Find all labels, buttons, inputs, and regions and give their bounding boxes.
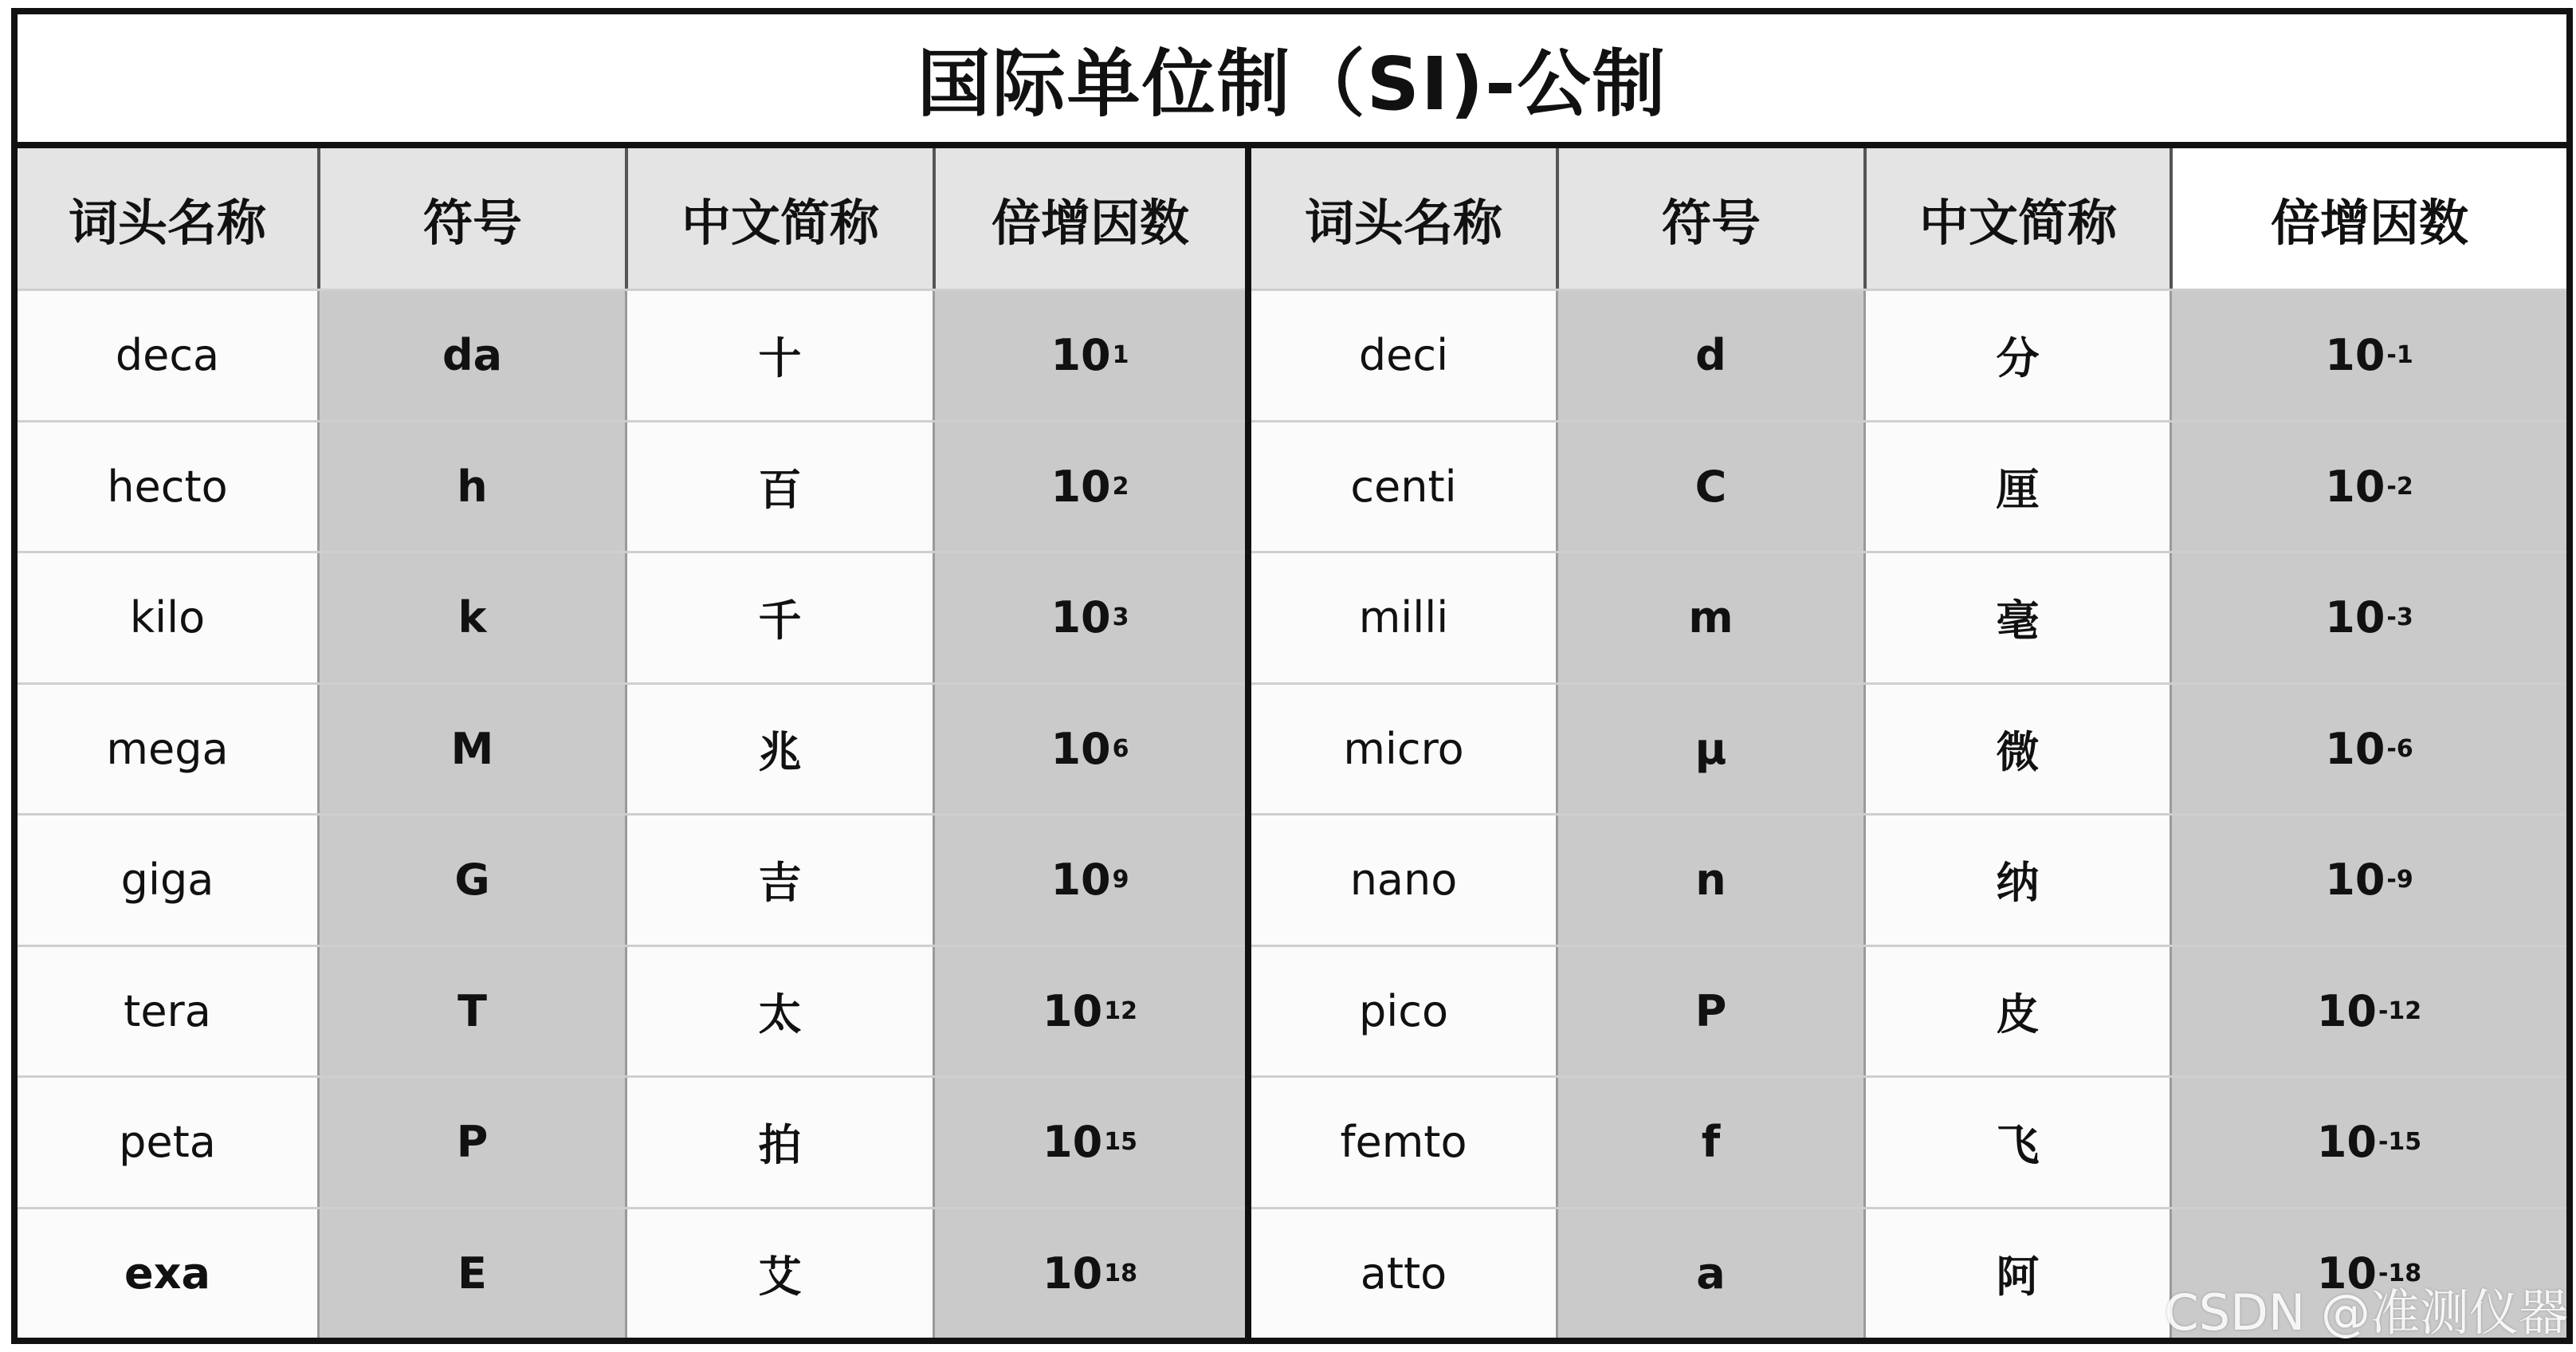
prefix-name: nano: [1251, 816, 1556, 945]
prefix-symbol: da: [317, 291, 625, 420]
left-table: [18, 148, 1245, 1338]
factor-exponent: -18: [2378, 1259, 2422, 1287]
factor-base: 10: [1050, 723, 1111, 774]
header-factor: 倍增因数: [2170, 148, 2566, 289]
factor-base: 10: [2325, 461, 2386, 512]
factor-exponent: 18: [1104, 1259, 1137, 1287]
factor-exponent: 12: [1104, 996, 1137, 1025]
factor-base: 10: [2325, 330, 2386, 381]
prefix-chinese-name: 飞: [1863, 1078, 2170, 1207]
prefix-chinese-name: 皮: [1863, 947, 2170, 1076]
table-title: 国际单位制（SI)-公制: [18, 14, 2566, 148]
factor-exponent: 9: [1112, 866, 1129, 894]
left-grid: [18, 148, 1245, 1338]
prefix-name: deci: [1251, 291, 1556, 420]
prefix-symbol: k: [317, 553, 625, 682]
prefix-factor: [2170, 685, 2566, 814]
factor-exponent: -15: [2378, 1128, 2422, 1157]
factor-base: 10: [1050, 855, 1111, 906]
factor-base: 10: [2325, 855, 2386, 906]
prefix-symbol: m: [1556, 553, 1863, 682]
prefix-symbol: n: [1556, 816, 1863, 945]
prefix-chinese-name: 太: [625, 947, 933, 1076]
prefix-chinese-name: 纳: [1863, 816, 2170, 945]
prefix-factor: [2170, 816, 2566, 945]
prefix-factor: [2170, 422, 2566, 552]
prefix-chinese-name: 千: [625, 553, 933, 682]
factor-base: 10: [1050, 592, 1111, 643]
table-row: [18, 813, 1245, 945]
factor-base: 10: [2316, 1117, 2377, 1168]
header-prefix-name: 词头名称: [1251, 148, 1556, 289]
prefix-name: deca: [18, 291, 317, 420]
prefix-factor: [933, 947, 1245, 1076]
table-row: [18, 1075, 1245, 1207]
factor-base: 10: [2316, 985, 2377, 1036]
header-symbol: 符号: [317, 148, 625, 289]
factor-base: 10: [1043, 985, 1103, 1036]
prefix-chinese-name: 吉: [625, 816, 933, 945]
factor-base: 10: [1050, 461, 1111, 512]
prefix-name: pico: [1251, 947, 1556, 1076]
prefix-symbol: P: [317, 1078, 625, 1207]
prefix-chinese-name: 阿: [1863, 1209, 2170, 1338]
center-divider: [1245, 148, 1251, 1338]
table-row: [18, 1207, 1245, 1338]
right-table: [1251, 148, 2566, 1338]
table-row: [1251, 813, 2566, 945]
prefix-name: giga: [18, 816, 317, 945]
prefix-chinese-name: 艾: [625, 1209, 933, 1338]
factor-base: 10: [1050, 330, 1111, 381]
prefix-factor: [933, 816, 1245, 945]
prefix-symbol: a: [1556, 1209, 1863, 1338]
tables-area: [18, 148, 2566, 1338]
prefix-symbol: h: [317, 422, 625, 552]
factor-exponent: 3: [1112, 603, 1129, 632]
factor-exponent: -2: [2386, 472, 2413, 501]
table-row: [18, 420, 1245, 552]
factor-exponent: 15: [1104, 1128, 1137, 1157]
prefix-symbol: M: [317, 685, 625, 814]
prefix-symbol: P: [1556, 947, 1863, 1076]
prefix-factor: [2170, 1078, 2566, 1207]
prefix-chinese-name: 十: [625, 291, 933, 420]
prefix-name: centi: [1251, 422, 1556, 552]
prefix-factor: [933, 422, 1245, 552]
prefix-name: atto: [1251, 1209, 1556, 1338]
factor-exponent: 1: [1112, 341, 1129, 370]
prefix-name: exa: [18, 1209, 317, 1338]
prefix-symbol: d: [1556, 291, 1863, 420]
factor-exponent: -9: [2386, 866, 2413, 894]
factor-exponent: 2: [1112, 472, 1129, 501]
table-row: [1251, 289, 2566, 420]
header-chinese-name: 中文简称: [625, 148, 933, 289]
right-grid: [1251, 148, 2566, 1338]
header-factor: 倍增因数: [933, 148, 1245, 289]
prefix-chinese-name: 拍: [625, 1078, 933, 1207]
table-row: [18, 945, 1245, 1076]
factor-exponent: -1: [2386, 341, 2413, 370]
prefix-chinese-name: 毫: [1863, 553, 2170, 682]
prefix-name: mega: [18, 685, 317, 814]
si-prefix-table-frame: [11, 8, 2573, 1344]
prefix-chinese-name: 分: [1863, 291, 2170, 420]
table-row: [1251, 420, 2566, 552]
prefix-symbol: f: [1556, 1078, 1863, 1207]
factor-base: 10: [2316, 1248, 2377, 1299]
factor-base: 10: [1043, 1248, 1103, 1299]
table-row: [1251, 945, 2566, 1076]
right-header-row: [1251, 148, 2566, 289]
prefix-symbol: G: [317, 816, 625, 945]
prefix-name: milli: [1251, 553, 1556, 682]
prefix-chinese-name: 百: [625, 422, 933, 552]
header-chinese-name: 中文简称: [1863, 148, 2170, 289]
prefix-factor: [933, 1078, 1245, 1207]
prefix-name: kilo: [18, 553, 317, 682]
table-row: [18, 682, 1245, 814]
table-row: [18, 551, 1245, 682]
prefix-factor: [933, 685, 1245, 814]
prefix-name: hecto: [18, 422, 317, 552]
factor-exponent: 6: [1112, 734, 1129, 763]
header-symbol: 符号: [1556, 148, 1863, 289]
factor-base: 10: [1043, 1117, 1103, 1168]
prefix-symbol: C: [1556, 422, 1863, 552]
prefix-factor: [933, 1209, 1245, 1338]
table-row: [18, 289, 1245, 420]
prefix-chinese-name: 微: [1863, 685, 2170, 814]
table-row: [1251, 1075, 2566, 1207]
factor-exponent: -12: [2378, 996, 2422, 1025]
factor-exponent: -3: [2386, 603, 2413, 632]
prefix-factor: [2170, 947, 2566, 1076]
prefix-factor: [933, 553, 1245, 682]
prefix-chinese-name: 厘: [1863, 422, 2170, 552]
factor-exponent: -6: [2386, 734, 2413, 763]
prefix-symbol: T: [317, 947, 625, 1076]
prefix-symbol: E: [317, 1209, 625, 1338]
prefix-name: tera: [18, 947, 317, 1076]
watermark: CSDN @准测仪器: [2164, 1283, 2568, 1342]
header-prefix-name: 词头名称: [18, 148, 317, 289]
prefix-factor: [2170, 291, 2566, 420]
prefix-factor: [2170, 553, 2566, 682]
prefix-name: peta: [18, 1078, 317, 1207]
prefix-name: micro: [1251, 685, 1556, 814]
factor-base: 10: [2325, 723, 2386, 774]
left-header-row: [18, 148, 1245, 289]
prefix-name: femto: [1251, 1078, 1556, 1207]
prefix-factor: [933, 291, 1245, 420]
prefix-chinese-name: 兆: [625, 685, 933, 814]
factor-base: 10: [2325, 592, 2386, 643]
prefix-symbol: μ: [1556, 685, 1863, 814]
table-row: [1251, 551, 2566, 682]
table-row: [1251, 682, 2566, 814]
